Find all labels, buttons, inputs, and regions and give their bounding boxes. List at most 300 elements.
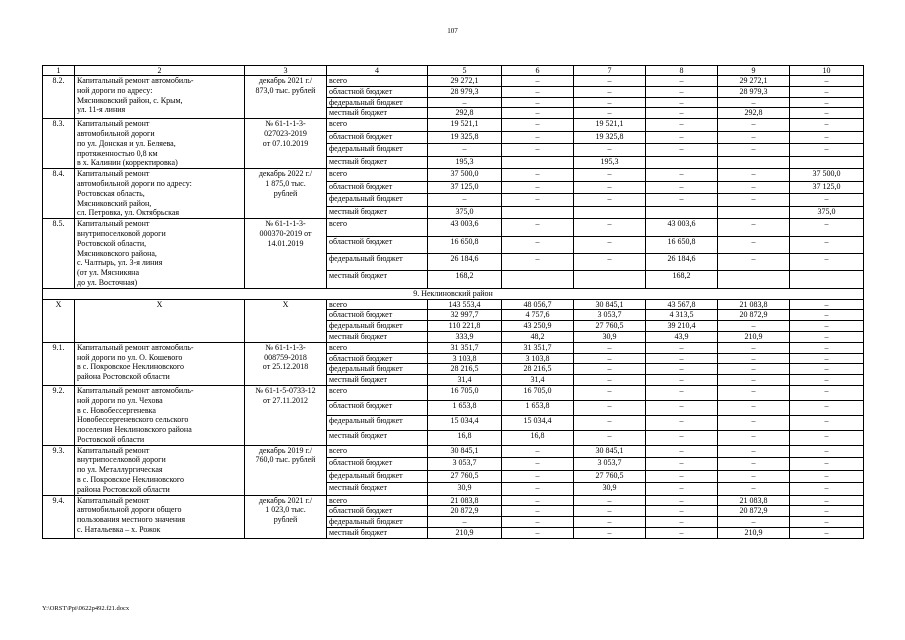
item-document: № 61-1-5-0733-12 от 27.11.2012 xyxy=(245,385,327,445)
amount-cell: 15 034,4 xyxy=(428,415,502,430)
funding-source: местный бюджет xyxy=(327,206,428,219)
funding-source: местный бюджет xyxy=(327,271,428,288)
amount-cell: – xyxy=(646,86,718,97)
funding-source: федеральный бюджет xyxy=(327,321,428,332)
amount-cell: – xyxy=(574,144,646,156)
item-document: декабрь 2021 г./ 1 023,0 тыс. рублей xyxy=(245,495,327,538)
amount-cell: – xyxy=(790,86,864,97)
amount-cell: 19 521,1 xyxy=(428,119,502,131)
amount-cell: – xyxy=(718,131,790,143)
column-header: 9 xyxy=(718,66,790,76)
amount-cell: – xyxy=(502,506,574,517)
amount-cell: – xyxy=(790,119,864,131)
item-description: Капитальный ремонт автомобильной дороги по адресу: Ростовская область, Мясниковский район, сл. Петровка, ул. Октябрьская xyxy=(75,169,245,219)
funding-source: всего xyxy=(327,119,428,131)
amount-cell: 16,8 xyxy=(428,430,502,445)
item-number: 9.3. xyxy=(43,445,75,495)
column-header: 8 xyxy=(646,66,718,76)
amount-cell: – xyxy=(790,321,864,332)
amount-cell: – xyxy=(718,470,790,482)
amount-cell: 31 351,7 xyxy=(428,342,502,353)
amount-cell: 210,9 xyxy=(428,528,502,539)
funding-source: областной бюджет xyxy=(327,86,428,97)
item-number: 9.2. xyxy=(43,385,75,445)
amount-cell: 30,9 xyxy=(428,483,502,496)
item-document: декабрь 2021 г./ 873,0 тыс. рублей xyxy=(245,76,327,119)
amount-cell: – xyxy=(790,108,864,119)
amount-cell: – xyxy=(718,342,790,353)
amount-cell: – xyxy=(718,458,790,470)
table-row xyxy=(43,169,864,181)
amount-cell: 3 103,8 xyxy=(502,353,574,364)
amount-cell: – xyxy=(646,108,718,119)
item-description: Капитальный ремонт автомобиль- ной дороги по ул. Чехова в с. Новобессергеневка Новобессергеневского сельского поселения Неклиновского района Ростовской области xyxy=(75,385,245,445)
amount-cell: 292,8 xyxy=(718,108,790,119)
amount-cell: – xyxy=(502,517,574,528)
funding-source: всего xyxy=(327,219,428,236)
amount-cell: 21 083,8 xyxy=(718,495,790,506)
amount-cell: 375,0 xyxy=(790,206,864,219)
amount-cell: – xyxy=(574,528,646,539)
funding-source: местный бюджет xyxy=(327,375,428,386)
amount-cell: – xyxy=(502,219,574,236)
column-header: 10 xyxy=(790,66,864,76)
funding-source: областной бюджет xyxy=(327,353,428,364)
amount-cell: 19 325,8 xyxy=(574,131,646,143)
amount-cell: 16 650,8 xyxy=(428,236,502,253)
section-row xyxy=(43,288,864,299)
funding-source: федеральный бюджет xyxy=(327,253,428,270)
amount-cell: – xyxy=(502,76,574,87)
amount-cell: 375,0 xyxy=(428,206,502,219)
amount-cell: – xyxy=(574,253,646,270)
amount-cell: 37 125,0 xyxy=(428,181,502,193)
amount-cell: – xyxy=(790,364,864,375)
amount-cell: 15 034,4 xyxy=(502,415,574,430)
amount-cell: – xyxy=(646,342,718,353)
amount-cell: 28 979,3 xyxy=(718,86,790,97)
amount-cell: – xyxy=(790,528,864,539)
funding-source: областной бюджет xyxy=(327,131,428,143)
page-number: 107 xyxy=(447,27,458,35)
amount-cell: – xyxy=(646,483,718,496)
amount-cell: – xyxy=(790,310,864,321)
amount-cell: 3 053,7 xyxy=(574,310,646,321)
item-number: 9.1. xyxy=(43,342,75,385)
amount-cell: – xyxy=(428,517,502,528)
amount-cell: – xyxy=(502,181,574,193)
item-number: 9.4. xyxy=(43,495,75,538)
item-number: 8.3. xyxy=(43,119,75,169)
amount-cell: 4 757,6 xyxy=(502,310,574,321)
amount-cell: – xyxy=(718,517,790,528)
amount-cell: – xyxy=(646,144,718,156)
amount-cell: – xyxy=(790,219,864,236)
amount-cell: – xyxy=(428,194,502,206)
amount-cell: – xyxy=(790,194,864,206)
amount-cell: 195,3 xyxy=(428,156,502,169)
item-document: № 61-1-1-3- 008759-2018 от 25.12.2018 xyxy=(245,342,327,385)
amount-cell: – xyxy=(646,415,718,430)
amount-cell xyxy=(502,271,574,288)
amount-cell: 37 125,0 xyxy=(790,181,864,193)
amount-cell: – xyxy=(718,445,790,457)
funding-source: областной бюджет xyxy=(327,236,428,253)
amount-cell: – xyxy=(790,470,864,482)
amount-cell: – xyxy=(646,528,718,539)
table-row xyxy=(43,119,864,131)
amount-cell: – xyxy=(646,353,718,364)
amount-cell: – xyxy=(790,430,864,445)
amount-cell: 28 216,5 xyxy=(428,364,502,375)
column-header: 5 xyxy=(428,66,502,76)
amount-cell: 168,2 xyxy=(428,271,502,288)
amount-cell: 43 003,6 xyxy=(428,219,502,236)
amount-cell: – xyxy=(790,342,864,353)
item-document: декабрь 2019 г./ 760,0 тыс. рублей xyxy=(245,445,327,495)
funding-source: федеральный бюджет xyxy=(327,97,428,108)
amount-cell: – xyxy=(790,400,864,415)
funding-source: федеральный бюджет xyxy=(327,517,428,528)
funding-source: всего xyxy=(327,495,428,506)
item-document: декабрь 2022 г./ 1 875,0 тыс. рублей xyxy=(245,169,327,219)
amount-cell: 31,4 xyxy=(428,375,502,386)
column-header: 6 xyxy=(502,66,574,76)
amount-cell: – xyxy=(646,131,718,143)
funding-source: местный бюджет xyxy=(327,108,428,119)
amount-cell: – xyxy=(574,495,646,506)
funding-source: всего xyxy=(327,169,428,181)
item-description: Капитальный ремонт внутрипоселковой дороги по ул. Металлургическая в с. Покровское Неклиновского района Ростовской области xyxy=(75,445,245,495)
amount-cell: – xyxy=(790,495,864,506)
amount-cell: – xyxy=(790,385,864,400)
amount-cell xyxy=(646,156,718,169)
amount-cell: – xyxy=(646,495,718,506)
amount-cell: 21 083,8 xyxy=(718,299,790,310)
amount-cell: – xyxy=(718,97,790,108)
amount-cell: – xyxy=(574,194,646,206)
amount-cell: – xyxy=(718,144,790,156)
amount-cell: – xyxy=(502,119,574,131)
amount-cell: – xyxy=(790,483,864,496)
funding-source: областной бюджет xyxy=(327,310,428,321)
amount-cell: 292,8 xyxy=(428,108,502,119)
amount-cell: – xyxy=(790,458,864,470)
amount-cell: – xyxy=(502,483,574,496)
amount-cell: – xyxy=(790,131,864,143)
amount-cell xyxy=(718,156,790,169)
item-number: 8.4. xyxy=(43,169,75,219)
amount-cell: 3 103,8 xyxy=(428,353,502,364)
amount-cell: – xyxy=(646,119,718,131)
amount-cell: – xyxy=(646,76,718,87)
amount-cell: – xyxy=(718,181,790,193)
funding-source: федеральный бюджет xyxy=(327,470,428,482)
amount-cell: – xyxy=(646,385,718,400)
amount-cell xyxy=(646,206,718,219)
amount-cell: – xyxy=(574,375,646,386)
amount-cell: – xyxy=(646,470,718,482)
amount-cell: 168,2 xyxy=(646,271,718,288)
amount-cell: – xyxy=(790,506,864,517)
amount-cell: 4 313,5 xyxy=(646,310,718,321)
amount-cell: – xyxy=(646,169,718,181)
amount-cell: 19 521,1 xyxy=(574,119,646,131)
funding-source: местный бюджет xyxy=(327,483,428,496)
amount-cell: – xyxy=(718,430,790,445)
amount-cell: – xyxy=(718,321,790,332)
section-title: 9. Неклиновский район xyxy=(43,288,864,299)
funding-source: местный бюджет xyxy=(327,156,428,169)
item-document: № 61-1-1-3- 000370-2019 от 14.01.2019 xyxy=(245,219,327,289)
amount-cell: 20 872,9 xyxy=(718,310,790,321)
item-description: Капитальный ремонт автомобильной дороги по ул. Донская и ул. Беляева, протяженностью 0,8 км в х. Калинин (корректировка) xyxy=(75,119,245,169)
amount-cell: – xyxy=(574,430,646,445)
amount-cell: 143 553,4 xyxy=(428,299,502,310)
amount-cell: 333,9 xyxy=(428,331,502,342)
amount-cell: – xyxy=(790,353,864,364)
amount-cell: – xyxy=(646,506,718,517)
amount-cell: 20 872,9 xyxy=(428,506,502,517)
amount-cell: – xyxy=(502,253,574,270)
item-document: X xyxy=(245,299,327,342)
table-row xyxy=(43,445,864,457)
funding-source: областной бюджет xyxy=(327,458,428,470)
amount-cell: – xyxy=(574,506,646,517)
amount-cell xyxy=(502,156,574,169)
amount-cell: – xyxy=(574,97,646,108)
item-number: X xyxy=(43,299,75,342)
amount-cell: 195,3 xyxy=(574,156,646,169)
amount-cell: – xyxy=(646,517,718,528)
amount-cell: – xyxy=(646,97,718,108)
funding-source: федеральный бюджет xyxy=(327,415,428,430)
amount-cell: 210,9 xyxy=(718,331,790,342)
amount-cell: – xyxy=(502,495,574,506)
amount-cell: 43 567,8 xyxy=(646,299,718,310)
amount-cell: – xyxy=(574,364,646,375)
column-header: 2 xyxy=(75,66,245,76)
amount-cell: – xyxy=(502,97,574,108)
amount-cell: 27 760,5 xyxy=(428,470,502,482)
amount-cell: – xyxy=(790,236,864,253)
amount-cell: – xyxy=(718,169,790,181)
funding-source: федеральный бюджет xyxy=(327,364,428,375)
amount-cell: – xyxy=(790,445,864,457)
amount-cell: – xyxy=(574,86,646,97)
funding-source: всего xyxy=(327,342,428,353)
amount-cell: 26 184,6 xyxy=(646,253,718,270)
amount-cell: – xyxy=(790,253,864,270)
funding-source: местный бюджет xyxy=(327,331,428,342)
column-header: 1 xyxy=(43,66,75,76)
footer-path: Y:\ORST\Ppi\0622p492.f21.docx xyxy=(42,605,130,612)
amount-cell: 29 272,1 xyxy=(428,76,502,87)
amount-cell: – xyxy=(790,97,864,108)
amount-cell: – xyxy=(718,253,790,270)
amount-cell: – xyxy=(718,364,790,375)
funding-source: областной бюджет xyxy=(327,506,428,517)
item-number: 8.5. xyxy=(43,219,75,289)
item-description: Капитальный ремонт автомобиль- ной дороги по адресу: Мясниковский район, с. Крым, ул. 11-я линия xyxy=(75,76,245,119)
amount-cell: – xyxy=(646,375,718,386)
budget-table xyxy=(42,65,864,539)
amount-cell: 37 500,0 xyxy=(428,169,502,181)
header-row xyxy=(43,66,864,76)
funding-source: областной бюджет xyxy=(327,181,428,193)
amount-cell: – xyxy=(790,299,864,310)
amount-cell: 29 272,1 xyxy=(718,76,790,87)
amount-cell: 39 210,4 xyxy=(646,321,718,332)
amount-cell: – xyxy=(502,169,574,181)
amount-cell: – xyxy=(646,430,718,445)
amount-cell: 30 845,1 xyxy=(428,445,502,457)
amount-cell: – xyxy=(790,76,864,87)
amount-cell: – xyxy=(574,219,646,236)
amount-cell: – xyxy=(502,445,574,457)
amount-cell: 48,2 xyxy=(502,331,574,342)
amount-cell: – xyxy=(718,236,790,253)
amount-cell xyxy=(718,206,790,219)
amount-cell: 20 872,9 xyxy=(718,506,790,517)
item-number: 8.2. xyxy=(43,76,75,119)
amount-cell: – xyxy=(790,415,864,430)
amount-cell: – xyxy=(646,400,718,415)
amount-cell: 31,4 xyxy=(502,375,574,386)
item-description: Капитальный ремонт автомобильной дороги общего пользования местного значения с. Натальевка – х. Рожок xyxy=(75,495,245,538)
amount-cell: – xyxy=(718,219,790,236)
amount-cell: – xyxy=(502,144,574,156)
amount-cell: – xyxy=(502,131,574,143)
funding-source: местный бюджет xyxy=(327,528,428,539)
amount-cell: – xyxy=(646,364,718,375)
amount-cell xyxy=(790,156,864,169)
amount-cell: – xyxy=(574,236,646,253)
amount-cell: – xyxy=(718,415,790,430)
item-description: X xyxy=(75,299,245,342)
amount-cell: 48 056,7 xyxy=(502,299,574,310)
amount-cell: – xyxy=(718,400,790,415)
amount-cell: – xyxy=(646,458,718,470)
amount-cell xyxy=(790,271,864,288)
amount-cell: – xyxy=(574,342,646,353)
amount-cell: 30,9 xyxy=(574,331,646,342)
amount-cell xyxy=(574,206,646,219)
amount-cell: 37 500,0 xyxy=(790,169,864,181)
amount-cell: – xyxy=(646,181,718,193)
amount-cell: – xyxy=(502,86,574,97)
funding-source: всего xyxy=(327,299,428,310)
amount-cell: 110 221,8 xyxy=(428,321,502,332)
amount-cell: 16 650,8 xyxy=(646,236,718,253)
amount-cell: 28 979,3 xyxy=(428,86,502,97)
amount-cell: 26 184,6 xyxy=(428,253,502,270)
amount-cell: 31 351,7 xyxy=(502,342,574,353)
column-header: 3 xyxy=(245,66,327,76)
amount-cell: 1 653,8 xyxy=(502,400,574,415)
amount-cell: – xyxy=(718,353,790,364)
amount-cell: – xyxy=(502,528,574,539)
table-row xyxy=(43,299,864,310)
amount-cell: – xyxy=(718,194,790,206)
table-row xyxy=(43,76,864,87)
amount-cell: – xyxy=(574,517,646,528)
amount-cell: – xyxy=(428,144,502,156)
amount-cell: – xyxy=(574,385,646,400)
amount-cell: – xyxy=(574,169,646,181)
amount-cell: 16 705,0 xyxy=(502,385,574,400)
amount-cell: 30 845,1 xyxy=(574,445,646,457)
amount-cell: – xyxy=(718,119,790,131)
item-document: № 61-1-1-3- 027023-2019 от 07.10.2019 xyxy=(245,119,327,169)
amount-cell: 3 053,7 xyxy=(428,458,502,470)
funding-source: всего xyxy=(327,76,428,87)
amount-cell: – xyxy=(718,483,790,496)
amount-cell: 3 053,7 xyxy=(574,458,646,470)
table-row xyxy=(43,385,864,400)
amount-cell: – xyxy=(646,194,718,206)
amount-cell: 30 845,1 xyxy=(574,299,646,310)
amount-cell xyxy=(718,271,790,288)
amount-cell: 210,9 xyxy=(718,528,790,539)
amount-cell: – xyxy=(574,76,646,87)
amount-cell: – xyxy=(574,415,646,430)
amount-cell: – xyxy=(502,194,574,206)
funding-source: федеральный бюджет xyxy=(327,194,428,206)
amount-cell: – xyxy=(718,375,790,386)
amount-cell: – xyxy=(574,181,646,193)
column-header: 7 xyxy=(574,66,646,76)
funding-source: всего xyxy=(327,385,428,400)
amount-cell xyxy=(502,206,574,219)
table-row xyxy=(43,495,864,506)
funding-source: федеральный бюджет xyxy=(327,144,428,156)
amount-cell: 27 760,5 xyxy=(574,321,646,332)
amount-cell: 19 325,8 xyxy=(428,131,502,143)
amount-cell: 1 653,8 xyxy=(428,400,502,415)
amount-cell: – xyxy=(428,97,502,108)
table-row xyxy=(43,342,864,353)
amount-cell: 43,9 xyxy=(646,331,718,342)
column-header: 4 xyxy=(327,66,428,76)
amount-cell: – xyxy=(502,236,574,253)
amount-cell: – xyxy=(574,108,646,119)
amount-cell: – xyxy=(574,400,646,415)
amount-cell: 27 760,5 xyxy=(574,470,646,482)
amount-cell xyxy=(574,271,646,288)
amount-cell: 16,8 xyxy=(502,430,574,445)
amount-cell: – xyxy=(790,517,864,528)
amount-cell: – xyxy=(502,458,574,470)
funding-source: всего xyxy=(327,445,428,457)
amount-cell: – xyxy=(718,385,790,400)
amount-cell: 43 003,6 xyxy=(646,219,718,236)
amount-cell: 43 250,9 xyxy=(502,321,574,332)
amount-cell: 28 216,5 xyxy=(502,364,574,375)
amount-cell: – xyxy=(790,144,864,156)
item-description: Капитальный ремонт внутрипоселковой дороги Ростовской области, Мясниковского района, с. Чалтырь, ул. 3-я линия (от ул. Мясникяна до ул. Восточная) xyxy=(75,219,245,289)
funding-source: местный бюджет xyxy=(327,430,428,445)
amount-cell: 32 997,7 xyxy=(428,310,502,321)
amount-cell: – xyxy=(790,375,864,386)
funding-source: областной бюджет xyxy=(327,400,428,415)
amount-cell: 21 083,8 xyxy=(428,495,502,506)
item-description: Капитальный ремонт автомобиль- ной дороги по ул. О. Кошевого в с. Покровское Неклиновского района Ростовской области xyxy=(75,342,245,385)
amount-cell: – xyxy=(646,445,718,457)
amount-cell: – xyxy=(574,353,646,364)
amount-cell: 16 705,0 xyxy=(428,385,502,400)
amount-cell: – xyxy=(502,108,574,119)
